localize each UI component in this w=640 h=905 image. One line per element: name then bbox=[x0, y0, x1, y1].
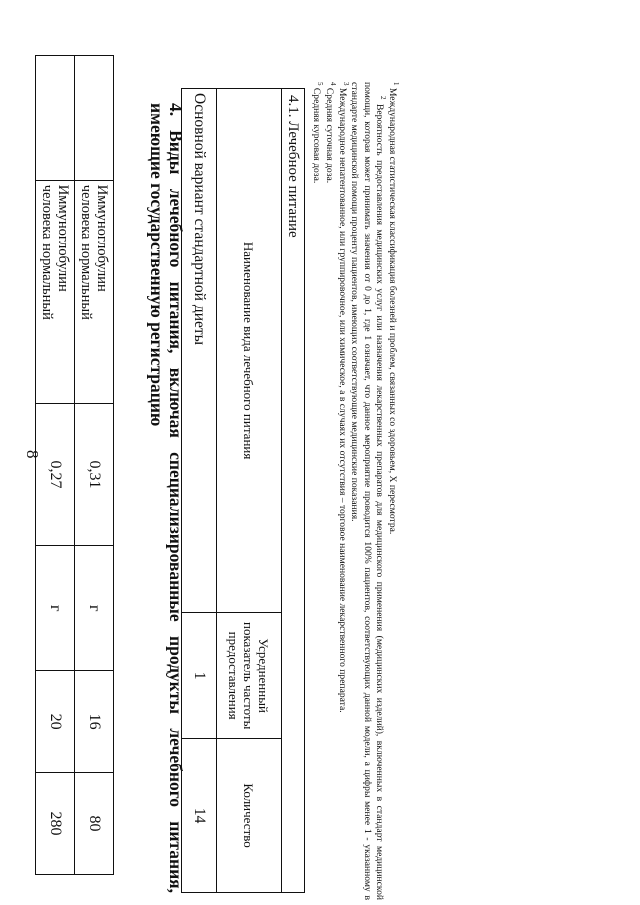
course-dose-cell: 280 bbox=[36, 773, 75, 875]
drug-name-cell bbox=[75, 180, 114, 403]
table-header-row bbox=[217, 89, 282, 893]
frequency-cell: 1 bbox=[182, 613, 217, 739]
drug-name-cell bbox=[36, 180, 75, 403]
footnote-mark: 1 bbox=[392, 82, 401, 86]
drug-name-line: человека нормальный bbox=[78, 184, 94, 320]
header-frequency: Усредненный показатель частоты предоставления bbox=[217, 613, 282, 739]
footnote bbox=[348, 82, 386, 900]
header-quantity: Количество bbox=[217, 739, 282, 893]
footnote-text: Вероятность предоставления медицинских услуг или назначения лекарственных препаратов для медицинского применения (медицинских изделий), включенных в стандарт медицинской помощи, которая может принимать значения от 0 до 1, где 1 означает, что данное мероприятие проводится 100% пациентов, соответствующих данной модели, а цифры менее 1 - указанному в стандарте медицинской помощи проценту пациентов, имеющих соответствующие медицинские показания. bbox=[349, 82, 386, 900]
footnote bbox=[385, 82, 401, 900]
quantity-cell: 14 bbox=[182, 739, 217, 893]
frequency-cell: 0,31 bbox=[75, 403, 114, 546]
section-number: 4. bbox=[166, 103, 186, 117]
daily-dose-cell: 20 bbox=[36, 671, 75, 773]
table-cell bbox=[75, 56, 114, 181]
drug-name-line: Иммуноглобулин bbox=[55, 184, 71, 292]
footnote bbox=[322, 82, 338, 900]
page-number: 8 bbox=[23, 450, 42, 459]
table-row bbox=[36, 56, 75, 875]
nutrition-table bbox=[181, 88, 305, 893]
section-title: Виды лечебного питания, включая специализированные продукты лечебного питания, имеющие государственную регистрацию bbox=[147, 103, 186, 893]
unit-cell: г bbox=[36, 546, 75, 671]
footnote bbox=[310, 82, 323, 900]
footnote-text: Международное непатентованное, или группировочное, или химическое, а в случаях их отсутствия – торговое наименование лекарственного препарата. bbox=[336, 87, 348, 713]
section-heading bbox=[147, 103, 185, 893]
footnote-mark: 2 bbox=[379, 96, 388, 100]
footnotes bbox=[310, 82, 401, 900]
course-dose-cell: 80 bbox=[75, 773, 114, 875]
frequency-cell: 0,27 bbox=[36, 403, 75, 546]
footnote-text: Средняя суточная доза. bbox=[324, 87, 336, 184]
table-row bbox=[75, 56, 114, 875]
unit-cell: г bbox=[75, 546, 114, 671]
table-cell bbox=[36, 56, 75, 181]
table-row bbox=[182, 89, 217, 893]
footnote-mark: 5 bbox=[316, 82, 325, 86]
subsection-label: 4.1. Лечебное питание bbox=[282, 89, 305, 893]
drug-table bbox=[35, 55, 114, 875]
daily-dose-cell: 16 bbox=[75, 671, 114, 773]
drug-name-line: человека нормальный bbox=[39, 184, 55, 320]
header-name: Наименование вида лечебного питания bbox=[217, 89, 282, 613]
footnote-mark: 4 bbox=[329, 82, 338, 86]
footnote-mark: 3 bbox=[341, 82, 350, 86]
table-row bbox=[282, 89, 305, 893]
drug-name-line: Иммуноглобулин bbox=[94, 184, 110, 292]
footnote bbox=[335, 82, 348, 900]
footnote-text: Средняя курсовая доза. bbox=[311, 87, 323, 184]
diet-name-cell: Основной вариант стандартной диеты bbox=[182, 89, 217, 613]
footnote-text: Международная статистическая классификация болезней и проблем, связанных со здоровьем, X пересмотра. bbox=[387, 87, 398, 535]
